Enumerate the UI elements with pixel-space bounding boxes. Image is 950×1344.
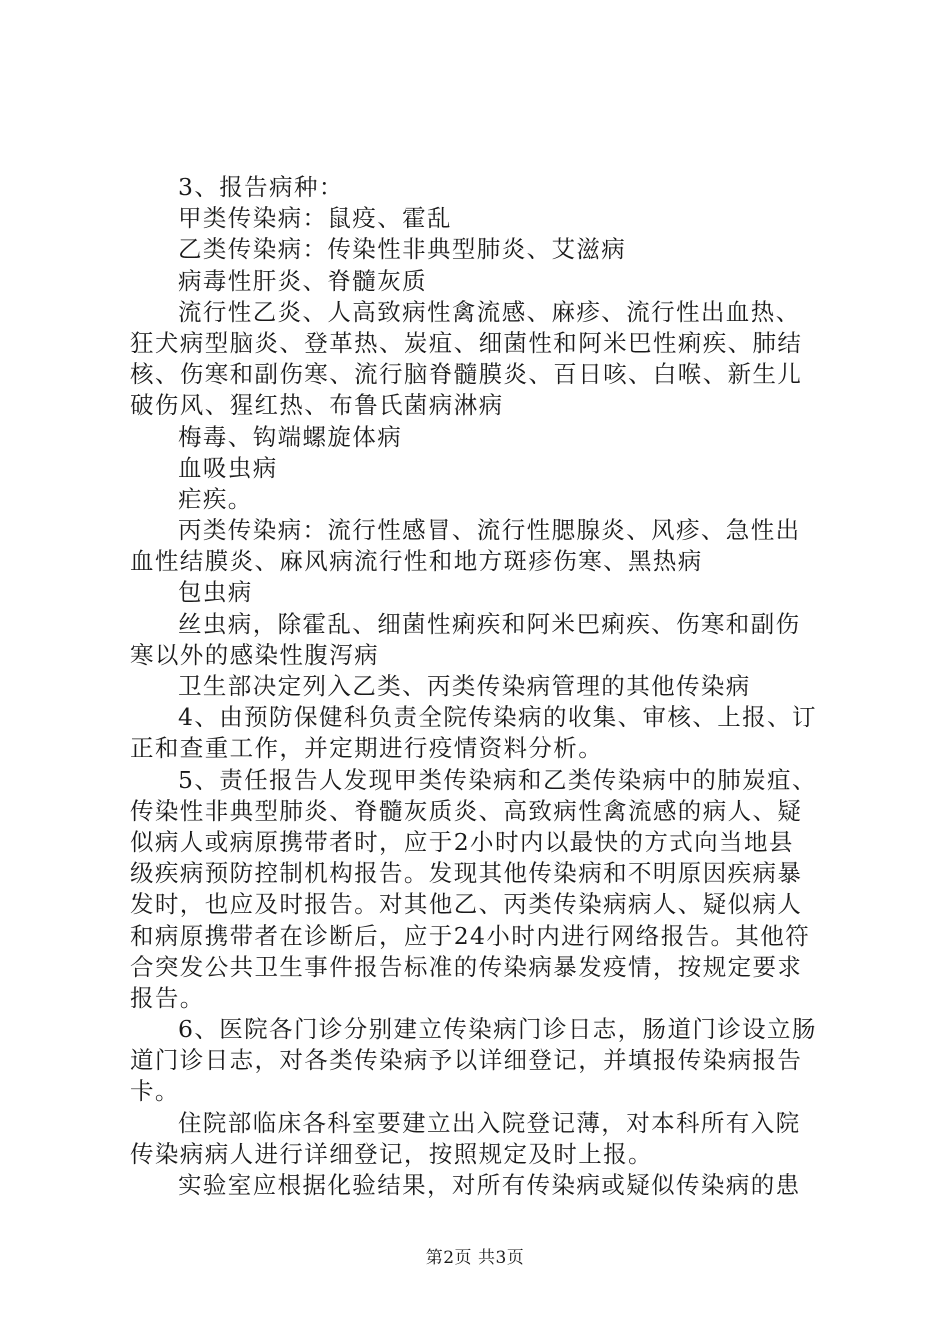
text-line: 合突发公共卫生事件报告标准的传染病暴发疫情，按规定要求 [130,952,803,981]
text-line: 乙类传染病：传染性非典型肺炎、艾滋病 [178,235,627,264]
text-line: 传染性非典型肺炎、脊髓灰质炎、高致病性禽流感的病人、疑 [130,796,803,825]
page-footer: 第2页 共3页 [425,1248,525,1268]
text-line: 住院部临床各科室要建立出入院登记薄，对本科所有入院 [178,1108,801,1137]
text-line: 核、伤寒和副伤寒、流行脑脊髓膜炎、百日咳、白喉、新生儿 [130,360,803,389]
text-line: 破伤风、猩红热、布鲁氏菌病淋病 [130,391,504,420]
text-line: 6、医院各门诊分别建立传染病门诊日志，肠道门诊设立肠 [178,1015,817,1044]
text-line: 血性结膜炎、麻风病流行性和地方斑疹伤寒、黑热病 [130,547,703,576]
text-line: 4、由预防保健科负责全院传染病的收集、审核、上报、订 [178,703,817,732]
text-line: 疟疾。 [178,484,253,513]
text-line: 丝虫病，除霍乱、细菌性痢疾和阿米巴痢疾、伤寒和副伤 [178,609,801,638]
text-line: 寒以外的感染性腹泻病 [130,640,379,669]
text-line: 报告。 [130,983,205,1012]
text-line: 级疾病预防控制机构报告。发现其他传染病和不明原因疾病暴 [130,859,803,888]
text-line: 似病人或病原携带者时，应于2小时内以最快的方式向当地县 [130,827,794,856]
document-body [130,172,830,1201]
text-line: 道门诊日志，对各类传染病予以详细登记，并填报传染病报告 [130,1046,803,1075]
text-line: 和病原携带者在诊断后，应于24小时内进行网络报告。其他符 [130,921,811,950]
text-line: 流行性乙炎、人高致病性禽流感、麻疹、流行性出血热、 [178,297,801,326]
text-line: 病毒性肝炎、脊髓灰质 [178,266,427,295]
text-line: 甲类传染病：鼠疫、霍乱 [178,204,452,233]
text-line: 梅毒、钩端螺旋体病 [178,422,403,451]
text-line: 3、报告病种： [178,173,344,201]
text-line: 实验室应根据化验结果，对所有传染病或疑似传染病的患 [178,1171,801,1199]
text-line: 丙类传染病：流行性感冒、流行性腮腺炎、风疹、急性出 [178,516,801,545]
text-line: 正和查重工作，并定期进行疫情资料分析。 [130,734,604,763]
text-line: 包虫病 [178,578,253,607]
text-line: 5、责任报告人发现甲类传染病和乙类传染病中的肺炭疽、 [178,765,817,794]
text-line: 卫生部决定列入乙类、丙类传染病管理的其他传染病 [178,672,751,700]
text-line: 血吸虫病 [178,453,278,482]
text-line: 卡。 [130,1077,180,1106]
text-line: 传染病病人进行详细登记，按照规定及时上报。 [130,1139,653,1168]
text-line: 发时，也应及时报告。对其他乙、丙类传染病病人、疑似病人 [130,890,803,919]
text-line: 狂犬病型脑炎、登革热、炭疽、细菌性和阿米巴性痢疾、肺结 [130,328,803,357]
